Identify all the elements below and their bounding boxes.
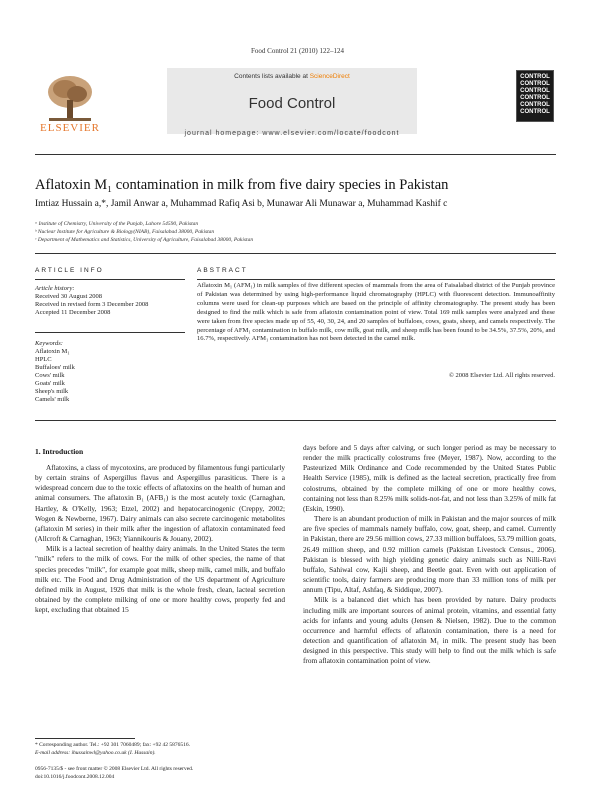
- affiliation: ᶜ Department of Mathematics and Statistics, University of Agriculture, Faisalabad 38000, Pakistan: [35, 237, 254, 243]
- abstract-rule: [197, 279, 555, 280]
- history-item: Received 30 August 2008: [35, 293, 102, 300]
- abstract-heading: ABSTRACT: [197, 267, 248, 274]
- publisher-name: ELSEVIER: [40, 122, 100, 134]
- cover-line: CONTROL: [520, 81, 550, 87]
- cover-line: CONTROL: [520, 109, 550, 115]
- journal-cover-thumbnail: [516, 70, 554, 122]
- body-paragraph: days before and 5 days after calving, or such longer period as may be necessary to render the milk practically colostrums free (Meyer, 1987). Now, according to the Pasteurized Milk Ordinance and Code recommended by the United States Public Health Service (1985), milk is defined as the lacteal secretion, practically free from colostrums, obtained by the complete milking of one or more healthy cows, containing not less than 8.25% milk solids-not-fat, and not less than 3.25% of milk fat (Eskin, 1990).: [303, 443, 556, 513]
- affiliation: ᵃ Institute of Chemistry, University of the Punjab, Lahore 54590, Pakistan: [35, 221, 199, 227]
- keyword: Sheep's milk: [35, 388, 69, 395]
- affiliation: ᵇ Nuclear Institute for Agriculture & Biology(NIAB), Faisalabad 38000, Pakistan: [35, 229, 215, 235]
- keywords-label: Keywords:: [35, 340, 63, 347]
- header-rule: [35, 154, 556, 155]
- keyword: HPLC: [35, 356, 52, 363]
- cover-line: CONTROL: [520, 102, 550, 108]
- journal-header: [35, 68, 556, 152]
- body-paragraph: Aflatoxins, a class of mycotoxins, are produced by filamentous fungi particularly by certain strains of Aspergillus flavus and Aspergillus parasiticus. There is a widespread concern due to the toxic effects of aflatoxins on the health of human and animal consumers. The aflatoxin B₁ (AFB₁) is the most acutely toxic (Carnaghan, Hartley, & O'Kelly, 1963; Etzel, 2002) and hepatocarcinogenic (Creppy, 2002; Wogen & Newberne, 1967). Dairy animals can also secrete carcinogenic metabolites (aflatoxin M series) in their milk after the ingestion of aflatoxin contaminated feed (Allcroft & Carnaghan, 1963; Yiannikouris & Jouany, 2002).: [35, 463, 285, 544]
- body-paragraph: Milk is a lacteal secretion of healthy dairy animals. In the United States the term "milk" refers to the milk of cows. For the milk of other species, the name of that species precedes "milk", for example goat milk, sheep milk, camel milk, and buffalo milk etc. The Food and Drug Administration of the US department of Agriculture defined milk in August, 1926 that milk is the whole fresh, clean, lacteal secretion obtained by the complete milking of one or more healthy cows, properly fed and kept, excluding that obtained 15: [35, 544, 285, 615]
- article-history: [35, 285, 148, 317]
- footer-identifiers: [35, 766, 193, 781]
- keyword: Camels' milk: [35, 396, 70, 403]
- keyword: Buffaloes' milk: [35, 364, 75, 371]
- keyword: Goats' milk: [35, 380, 65, 387]
- author-list: Imtiaz Hussain a,*, Jamil Anwar a, Muhammad Rafiq Asi b, Munawar Ali Munawar a, Muhammad Kashif c: [35, 199, 448, 209]
- abstract-copyright: © 2008 Elsevier Ltd. All rights reserved.: [448, 372, 555, 379]
- abstract-bottom-rule: [35, 420, 556, 421]
- cover-line: CONTROL: [520, 95, 550, 101]
- history-label: Article history:: [35, 285, 75, 292]
- history-rule: [35, 332, 185, 333]
- issn-line: 0956-7135/$ - see front matter © 2008 Elsevier Ltd. All rights reserved.: [35, 766, 194, 772]
- running-head: Food Control 21 (2010) 122–124: [251, 47, 344, 55]
- affiliation-rule: [35, 253, 556, 254]
- sciencedirect-link[interactable]: ScienceDirect: [309, 73, 350, 80]
- cover-line: CONTROL: [520, 88, 550, 94]
- journal-name: Food Control: [248, 95, 336, 112]
- info-rule: [35, 279, 185, 280]
- article-info-heading: ARTICLE INFO: [35, 267, 104, 274]
- doi-line[interactable]: doi:10.1016/j.foodcont.2008.12.004: [35, 773, 115, 780]
- footnote-rule: [35, 738, 135, 739]
- body-column-left: [35, 463, 285, 615]
- section-heading: 1. Introduction: [35, 447, 84, 456]
- history-item: Received in revised form 3 December 2008: [35, 301, 149, 308]
- corresponding-author: * Corresponding author. Tel.: +92 301 7060489; fax: +92 42 5876516.: [35, 742, 190, 748]
- keyword: Cows' milk: [35, 372, 65, 379]
- body-paragraph: There is an abundant production of milk in Pakistan and the major sources of milk are five species of mammals namely buffalo, cow, goat, sheep, and camel. Currently in Pakistan, there are 29.56 million cows, 27.33 million buffaloes, 53.79 million goats, 26.49 million sheep, and 0.92 million camels (Pakistan Livestock Census., 2006). Pakistan is blessed with high yielding genetic dairy animals such as Nilli-Ravi buffalo, Sahiwal cow, Kajli sheep, and Beetle goat. Even with out application of scientific tools, dairy farmers are producing more than 33 million tons of milk per annum (Tipu, Altaf, Ashfaq, & Siddique, 2007).: [303, 514, 556, 595]
- journal-banner: [167, 68, 417, 134]
- keyword: Aflatoxin M₁: [35, 348, 70, 355]
- body-column-right: [303, 443, 556, 666]
- contents-prefix: Contents lists available at: [234, 73, 308, 80]
- footnote-corresponding: [35, 742, 190, 757]
- abstract-text: Aflatoxin M₁ (AFM₁) in milk samples of five different species of mammals from the area of Faisalabad district of the Punjab province of Pakistan was determined by using high-performance liquid chromatography (HPLC) with fluorescent detection. Immunoaffinity columns were used for clean-up purposes which are based on the principle of affinity chromatography. The present study has been designed to find the milk which is safe from aflatoxin contamination point of view. Total 169 milk samples were analyzed and these were taken from five species made up of 55, 40, 30, 24, and 20 samples of buffaloes, cows, goats, sheep, and camels respectively. The percentage of AFM₁ contamination in buffalo milk, cow milk, goat milk, and sheep milk has been found to be 34.5%, 37.5%, 20%, and 16.7%, respectively. AFM₁ contamination has not been detected in the camel milk.: [197, 282, 555, 343]
- body-paragraph: Milk is a balanced diet which has been provided by nature. Dairy products including milk are important sources of animal protein, vitamins, and essential fatty acids for infants and young adults (Jensen & Nielsen, 1982). Due to the common occurrence and harmful effects of aflatoxin contamination, there is a need for detection and quantification of aflatoxin M₁ in milk. The present study has been designed in this perspective. This study will help to find out the milk which is safe from aflatoxin contamination point of view.: [303, 595, 556, 666]
- contents-line: [167, 73, 417, 80]
- cover-line: CONTROL: [520, 74, 550, 80]
- journal-homepage[interactable]: journal homepage: www.elsevier.com/locate/foodcont: [184, 130, 400, 137]
- history-item: Accepted 11 December 2008: [35, 309, 111, 316]
- keywords-block: [35, 340, 75, 404]
- email-address[interactable]: E-mail address: ihussainwl@yahoo.co.uk (I. Hussain).: [35, 749, 156, 756]
- article-title: Aflatoxin M₁ contamination in milk from five dairy species in Pakistan: [35, 177, 449, 193]
